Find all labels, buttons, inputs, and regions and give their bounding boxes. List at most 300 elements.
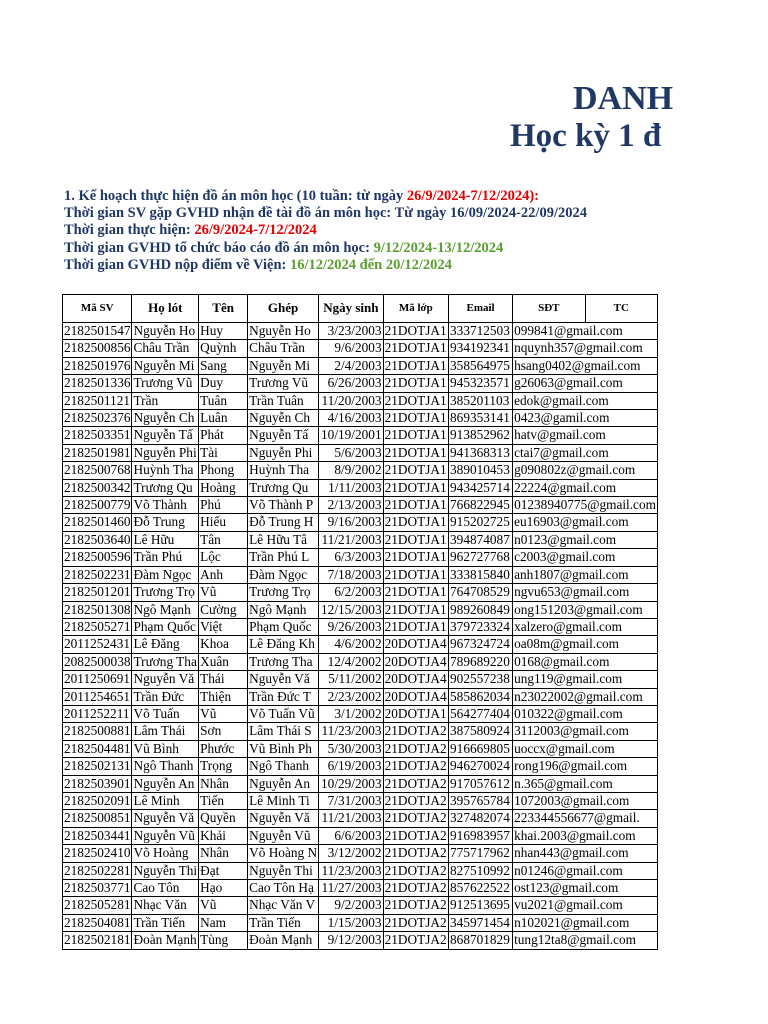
table-cell[interactable]: 11/20/2003 xyxy=(319,392,384,409)
table-cell[interactable]: Anh xyxy=(199,566,248,583)
table-cell[interactable]: Nhạc Văn xyxy=(132,897,199,914)
table-cell[interactable]: 20DOTJA4 xyxy=(384,636,447,652)
table-cell[interactable]: c2003@gmail.com xyxy=(513,549,658,566)
table-cell[interactable]: Trần Tiến xyxy=(132,914,199,931)
table-cell[interactable]: Trần Tiến xyxy=(248,914,319,931)
table-cell[interactable]: Lê Đăng xyxy=(132,636,199,653)
table-cell[interactable]: 21DOTJA1 xyxy=(384,444,447,460)
table-cell[interactable]: 2182500779 xyxy=(64,497,131,513)
table-cell[interactable]: 2182502131 xyxy=(64,758,131,774)
table-cell[interactable]: Ngô Mạnh xyxy=(132,601,199,618)
table-cell[interactable]: Lê Hữu Tâ xyxy=(248,531,319,548)
table-cell[interactable]: 3/1/2002 xyxy=(319,705,384,722)
table-cell[interactable]: n0123@gmail.com xyxy=(513,531,658,548)
header-email[interactable]: Email xyxy=(449,295,513,323)
table-cell[interactable]: 2182502181 xyxy=(64,932,131,948)
table-cell[interactable]: Sang xyxy=(199,357,248,374)
table-cell[interactable]: Vũ xyxy=(199,584,248,601)
table-cell[interactable]: Trương Tha xyxy=(133,653,197,669)
table-cell[interactable]: 6/19/2003 xyxy=(319,758,384,775)
table-cell[interactable]: 11/21/2003 xyxy=(319,810,384,827)
table-cell[interactable]: ctai7@gmail.com xyxy=(513,444,658,461)
table-cell[interactable]: 21DOTJA1 xyxy=(384,392,447,408)
table-cell[interactable]: 6/6/2003 xyxy=(319,827,384,844)
table-cell[interactable]: Sơn xyxy=(199,723,248,740)
table-cell[interactable]: Nguyễn Vă xyxy=(248,810,319,827)
table-cell[interactable]: 917057612 xyxy=(449,775,513,792)
table-cell[interactable]: Nguyễn Phi xyxy=(248,444,319,461)
table-cell[interactable]: Trọng xyxy=(199,758,248,775)
table-cell[interactable]: Nguyễn Ho xyxy=(132,323,199,340)
table-cell[interactable]: 2182500881 xyxy=(64,723,131,739)
table-cell[interactable]: Trần Tuân xyxy=(248,392,319,409)
table-cell[interactable]: 989260849 xyxy=(449,601,513,618)
table-cell[interactable]: 21DOTJA1 xyxy=(384,514,447,530)
table-cell[interactable]: ung119@gmail.com xyxy=(513,671,658,688)
table-cell[interactable]: Trương Trọ xyxy=(248,584,319,601)
table-cell[interactable]: 962727768 xyxy=(449,549,513,566)
table-cell[interactable]: 21DOTJA2 xyxy=(384,880,447,895)
table-cell[interactable]: 2182501201 xyxy=(64,584,131,600)
table-cell[interactable]: Ngô Thanh xyxy=(132,758,199,775)
table-cell[interactable]: 2182505271 xyxy=(64,618,131,634)
table-cell[interactable]: 2182500342 xyxy=(64,479,131,495)
table-cell[interactable]: 2182501308 xyxy=(64,601,131,617)
table-cell[interactable]: 868701829 xyxy=(449,932,513,949)
table-cell[interactable]: Lê Đăng Kh xyxy=(248,636,319,653)
table-cell[interactable]: 345971454 xyxy=(449,914,513,931)
table-cell[interactable]: Đoàn Mạnh xyxy=(133,932,197,948)
table-cell[interactable]: 915202725 xyxy=(449,514,513,531)
table-cell[interactable]: hsang0402@gmail.com xyxy=(513,357,658,374)
table-cell[interactable]: Huy xyxy=(199,323,248,340)
table-cell[interactable]: Phát xyxy=(199,427,248,444)
table-cell[interactable]: Đỗ Trung H xyxy=(248,514,319,531)
table-cell[interactable]: 387580924 xyxy=(449,723,513,740)
table-cell[interactable]: 857622522 xyxy=(449,880,513,897)
table-cell[interactable]: 21DOTJA1 xyxy=(384,497,447,513)
table-cell[interactable]: 5/11/2002 xyxy=(319,671,384,688)
header-ten[interactable]: Tên xyxy=(199,295,248,323)
table-cell[interactable]: Huỳnh Tha xyxy=(132,462,199,479)
table-cell[interactable]: 2182503441 xyxy=(64,827,131,843)
table-cell[interactable]: 9/2/2003 xyxy=(319,897,384,914)
table-cell[interactable]: Châu Trần xyxy=(248,340,319,357)
table-cell[interactable]: ong151203@gmail.com xyxy=(513,601,658,618)
table-cell[interactable]: Việt xyxy=(199,618,248,635)
table-cell[interactable]: 21DOTJA2 xyxy=(384,914,447,930)
table-cell[interactable]: 20DOTJA4 xyxy=(384,688,447,704)
table-cell[interactable]: 12/15/2003 xyxy=(319,601,384,618)
table-cell[interactable]: Lộc xyxy=(199,549,248,566)
table-cell[interactable]: 2182501121 xyxy=(64,392,130,408)
table-cell[interactable]: Ngô Mạnh xyxy=(248,601,319,618)
table-cell[interactable]: Thiện xyxy=(199,688,248,705)
table-cell[interactable]: 21DOTJA1 xyxy=(384,479,447,495)
table-cell[interactable]: Phạm Quốc xyxy=(132,618,199,635)
table-cell[interactable]: 3112003@gmail.com xyxy=(513,723,658,740)
table-cell[interactable]: 20DOTJA1 xyxy=(384,705,447,721)
table-cell[interactable]: Thái xyxy=(199,671,248,688)
table-cell[interactable]: nquynh357@gmail.com xyxy=(513,340,658,357)
table-cell[interactable]: rong196@gmail.com xyxy=(513,758,658,775)
table-cell[interactable]: 01238940775@gmail.com xyxy=(514,497,656,513)
table-cell[interactable]: 2182502410 xyxy=(64,845,131,861)
table-cell[interactable]: 333815840 xyxy=(449,566,513,583)
table-cell[interactable]: 21DOTJA1 xyxy=(384,323,447,338)
table-cell[interactable]: 2182502231 xyxy=(64,566,131,582)
table-cell[interactable]: 1/15/2003 xyxy=(319,914,384,931)
table-cell[interactable]: 394874087 xyxy=(449,531,513,548)
table-cell[interactable]: 585862034 xyxy=(449,688,513,705)
table-cell[interactable]: 21DOTJA2 xyxy=(384,723,447,739)
table-cell[interactable]: 0423@gamil.com xyxy=(513,410,658,427)
table-cell[interactable]: 4/16/2003 xyxy=(319,410,384,427)
table-cell[interactable]: 7/31/2003 xyxy=(319,792,384,809)
table-cell[interactable]: 21DOTJA2 xyxy=(384,775,447,791)
table-cell[interactable]: 2182502281 xyxy=(64,862,131,878)
table-cell[interactable]: Tài xyxy=(199,444,248,461)
table-cell[interactable]: Quyền xyxy=(199,810,248,827)
table-cell[interactable]: Phú xyxy=(199,497,248,514)
table-cell[interactable]: 385201103 xyxy=(449,392,513,409)
table-cell[interactable]: 8/9/2002 xyxy=(319,462,384,479)
table-cell[interactable]: 21DOTJA1 xyxy=(384,601,447,617)
table-cell[interactable]: Cao Tôn xyxy=(132,880,199,897)
table-cell[interactable]: oa08m@gmail.com xyxy=(513,636,658,653)
table-cell[interactable]: Nguyễn Ch xyxy=(132,410,199,427)
table-cell[interactable]: Nhân xyxy=(199,845,248,862)
table-cell[interactable]: Vũ Bình xyxy=(132,740,199,757)
table-cell[interactable]: 913852962 xyxy=(449,427,513,444)
table-cell[interactable]: Võ Thành xyxy=(132,497,199,514)
table-cell[interactable]: edok@gmail.com xyxy=(513,392,658,409)
table-cell[interactable]: Nguyễn Mi xyxy=(132,357,199,374)
header-ngay-sinh[interactable]: Ngày sinh xyxy=(319,295,384,323)
table-cell[interactable]: 11/23/2003 xyxy=(319,723,384,740)
table-cell[interactable]: 21DOTJA1 xyxy=(384,584,447,600)
table-cell[interactable]: Trần Đức T xyxy=(248,688,319,705)
table-cell[interactable]: 766822945 xyxy=(449,497,513,514)
table-cell[interactable]: Tân xyxy=(199,531,248,548)
table-cell[interactable]: Duy xyxy=(199,375,248,392)
table-cell[interactable]: 379723324 xyxy=(449,618,513,635)
table-cell[interactable]: 2/4/2003 xyxy=(319,357,384,374)
table-cell[interactable]: 775717962 xyxy=(449,845,513,862)
table-cell[interactable]: 6/2/2003 xyxy=(319,584,384,601)
table-cell[interactable]: 9/16/2003 xyxy=(319,514,384,531)
table-cell[interactable]: ngvu653@gmail.com xyxy=(513,584,658,601)
table-cell[interactable]: Nguyễn Vă xyxy=(248,671,319,688)
table-cell[interactable]: Nguyễn Phi xyxy=(133,444,197,460)
table-cell[interactable]: Võ Hoàng xyxy=(132,845,199,862)
table-cell[interactable]: Trương Vũ xyxy=(132,375,199,392)
table-cell[interactable]: Lâm Thái xyxy=(132,723,199,740)
header-ma-sv[interactable]: Mã SV xyxy=(63,295,132,323)
table-cell[interactable]: Đàm Ngọc xyxy=(248,566,319,583)
table-cell[interactable]: Nhạc Văn V xyxy=(248,897,319,914)
table-cell[interactable]: Lê Minh xyxy=(132,792,199,809)
table-cell[interactable]: 2182503640 xyxy=(64,531,131,547)
table-cell[interactable]: 21DOTJA2 xyxy=(384,862,447,878)
table-cell[interactable]: 9/12/2003 xyxy=(319,932,384,949)
table-cell[interactable]: khai.2003@gmail.com xyxy=(513,827,658,844)
table-cell[interactable]: 916669805 xyxy=(449,740,513,757)
table-row xyxy=(63,705,658,722)
table-cell[interactable]: Khải xyxy=(199,827,248,844)
table-cell[interactable]: Võ Tuấn xyxy=(132,705,199,722)
table-cell[interactable]: 20DOTJA4 xyxy=(384,671,447,687)
table-cell[interactable]: Trần xyxy=(132,392,199,409)
table-cell[interactable]: 3/23/2003 xyxy=(319,323,384,340)
table-cell[interactable]: Hiếu xyxy=(199,514,248,531)
table-cell[interactable]: 764708529 xyxy=(449,584,513,601)
table-cell[interactable]: 389010453 xyxy=(449,462,513,479)
table-cell[interactable]: 21DOTJA2 xyxy=(384,810,447,826)
table-cell[interactable]: Trần Đức xyxy=(132,688,199,705)
table-cell[interactable]: 9/6/2003 xyxy=(319,340,384,357)
table-cell[interactable]: 010322@gmail.com xyxy=(513,705,658,722)
table-cell[interactable]: 2182502091 xyxy=(64,792,131,808)
table-cell[interactable]: 4/6/2002 xyxy=(319,636,384,653)
table-cell[interactable]: 21DOTJA2 xyxy=(384,740,447,756)
table-cell[interactable]: 11/21/2003 xyxy=(319,531,384,548)
table-cell[interactable]: 11/27/2003 xyxy=(319,880,384,897)
table-cell[interactable]: 2011252211 xyxy=(63,705,132,722)
table-cell[interactable]: Nguyễn Thi xyxy=(248,862,319,879)
table-cell[interactable]: ost123@gmail.com xyxy=(513,880,658,897)
header-ho-lot[interactable]: Họ lót xyxy=(132,295,199,323)
table-cell[interactable]: 21DOTJA2 xyxy=(384,827,447,843)
table-cell[interactable]: Xuân xyxy=(199,653,248,670)
table-cell[interactable]: 789689220 xyxy=(449,653,513,670)
table-cell[interactable]: 11/23/2003 xyxy=(319,862,384,879)
table-cell[interactable]: 6/26/2003 xyxy=(319,375,384,392)
table-cell[interactable]: 967324724 xyxy=(449,636,513,653)
table-cell[interactable]: Trương Qu xyxy=(248,479,319,496)
table-cell[interactable]: Phạm Quốc xyxy=(248,618,319,635)
table-cell[interactable]: 934192341 xyxy=(449,340,513,357)
table-cell[interactable]: Phước xyxy=(199,740,248,757)
table-cell[interactable]: 21DOTJA1 xyxy=(384,618,447,634)
table-cell[interactable]: Nguyễn Ch xyxy=(248,410,319,427)
table-cell[interactable]: 941368313 xyxy=(449,444,513,461)
table-cell[interactable]: Lê Hữu xyxy=(132,531,199,548)
table-cell[interactable]: 2182503901 xyxy=(64,775,131,791)
table-cell[interactable]: Đỗ Trung xyxy=(132,514,199,531)
table-cell[interactable]: uoccx@gmail.com xyxy=(513,740,658,757)
table-cell[interactable]: 333712503 xyxy=(449,323,513,340)
table-cell[interactable]: Vũ xyxy=(199,897,248,914)
table-cell[interactable]: Luân xyxy=(199,410,248,427)
table-cell[interactable]: Đoàn Mạnh xyxy=(248,932,319,949)
table-cell[interactable]: 21DOTJA2 xyxy=(384,932,447,948)
table-cell[interactable]: 2182501336 xyxy=(64,375,131,391)
schedule-info xyxy=(64,188,587,274)
table-cell[interactable]: Cao Tôn Hạ xyxy=(248,880,319,897)
table-cell[interactable]: 22224@gmail.com xyxy=(513,479,658,496)
table-cell[interactable]: 21DOTJA1 xyxy=(384,375,447,391)
table-cell[interactable]: g090802z@gmail.com xyxy=(513,462,658,479)
table-cell[interactable]: Trương Vũ xyxy=(248,375,319,392)
table-cell[interactable]: 5/6/2003 xyxy=(319,444,384,461)
table-cell[interactable]: 2182501460 xyxy=(64,514,131,530)
header-ghep[interactable]: Ghép xyxy=(248,295,319,323)
table-cell[interactable]: Nguyễn Tấ xyxy=(248,427,319,444)
table-cell[interactable]: Lê Minh Ti xyxy=(248,792,319,809)
table-cell[interactable]: Nguyễn Vũ xyxy=(248,827,319,844)
table-cell[interactable]: 2182504481 xyxy=(64,740,131,756)
table-cell[interactable]: 21DOTJA1 xyxy=(384,549,447,565)
table-cell[interactable]: 223344556677@gmail. xyxy=(513,810,658,827)
table-cell[interactable]: 2182503351 xyxy=(64,427,131,443)
table-cell[interactable]: 327482074 xyxy=(449,810,513,827)
table-cell[interactable]: Trương Trọ xyxy=(132,584,199,601)
table-cell[interactable]: Vũ Bình Ph xyxy=(248,740,319,757)
table-cell[interactable]: Châu Trần xyxy=(132,340,199,357)
table-cell[interactable]: 2182503771 xyxy=(64,880,131,895)
table-cell[interactable]: 21DOTJA1 xyxy=(384,427,447,443)
table-cell[interactable]: Đàm Ngọc xyxy=(132,566,199,583)
table-cell[interactable]: Nguyễn An xyxy=(248,775,319,792)
table-cell[interactable]: 21DOTJA1 xyxy=(384,410,447,426)
table-cell[interactable]: 395765784 xyxy=(449,792,513,809)
table-cell[interactable]: Cường xyxy=(199,601,248,618)
table-cell[interactable]: 2182500851 xyxy=(64,810,131,826)
table-cell[interactable]: 2/13/2003 xyxy=(319,497,384,514)
table-cell[interactable]: 10/19/2001 xyxy=(319,427,384,444)
table-cell[interactable]: Nguyễn Thi xyxy=(133,862,198,878)
table-cell[interactable]: 21DOTJA1 xyxy=(384,531,447,547)
table-cell[interactable]: 2182500596 xyxy=(64,549,131,565)
table-cell[interactable]: 0168@gmail.com xyxy=(513,653,658,670)
table-cell[interactable]: tung12ta8@gmail.com xyxy=(513,932,658,949)
header-ma-lop[interactable]: Mã lớp xyxy=(383,295,448,323)
table-cell[interactable]: 2/23/2002 xyxy=(319,688,384,705)
table-cell[interactable]: 5/30/2003 xyxy=(319,740,384,757)
table-cell[interactable]: 21DOTJA2 xyxy=(384,897,447,913)
table-cell[interactable]: Tùng xyxy=(199,932,248,949)
table-cell[interactable]: Vũ xyxy=(199,705,248,722)
table-cell[interactable]: Hoàng xyxy=(199,479,248,496)
table-cell[interactable]: n01246@gmail.com xyxy=(513,862,658,879)
header-tc[interactable]: TC xyxy=(585,295,657,323)
table-cell[interactable]: 912513695 xyxy=(449,897,513,914)
table-cell[interactable]: Hạo xyxy=(199,880,248,897)
table-cell[interactable]: Nguyễn Tấ xyxy=(132,427,199,444)
table-cell[interactable]: vu2021@gmail.com xyxy=(513,897,658,914)
table-cell[interactable]: 902557238 xyxy=(449,671,513,688)
table-cell[interactable]: 2182504081 xyxy=(64,914,131,930)
table-cell[interactable]: 2082500038 xyxy=(64,653,131,669)
table-cell[interactable]: 1072003@gmail.com xyxy=(513,792,658,809)
table-cell[interactable]: Đạt xyxy=(199,862,248,879)
table-cell[interactable]: 21DOTJA1 xyxy=(384,566,447,582)
table-cell[interactable]: Huỳnh Tha xyxy=(248,462,319,479)
table-cell[interactable]: 2011252431 xyxy=(64,636,130,652)
table-cell[interactable]: 21DOTJA1 xyxy=(384,462,447,478)
table-cell[interactable]: 12/4/2002 xyxy=(319,653,384,670)
table-cell[interactable]: 827510992 xyxy=(449,862,513,879)
table-row xyxy=(63,531,658,548)
table-cell[interactable]: Nguyễn An xyxy=(132,775,199,792)
table-cell[interactable]: Võ Thành P xyxy=(248,497,319,514)
table-cell[interactable]: 946270024 xyxy=(449,758,513,775)
table-cell[interactable]: Trương Tha xyxy=(248,653,319,670)
table-cell[interactable]: 2011254651 xyxy=(64,688,130,704)
table-cell[interactable]: Lâm Thái S xyxy=(248,723,319,740)
table-cell[interactable]: Quỳnh xyxy=(199,340,248,357)
table-cell[interactable]: 1/11/2003 xyxy=(319,479,384,496)
table-cell[interactable]: n102021@gmail.com xyxy=(513,914,658,931)
table-cell[interactable]: 21DOTJA1 xyxy=(384,357,447,373)
table-cell[interactable]: 099841@gmail.com xyxy=(513,323,658,340)
table-cell[interactable]: 21DOTJA2 xyxy=(384,792,447,808)
table-cell[interactable]: 2182501976 xyxy=(64,357,131,373)
table-cell[interactable]: 9/26/2003 xyxy=(319,618,384,635)
table-cell[interactable]: Nguyễn Ho xyxy=(248,323,319,340)
table-cell[interactable]: 21DOTJA2 xyxy=(384,845,447,861)
table-cell[interactable]: eu16903@gmail.com xyxy=(513,514,658,531)
table-cell[interactable]: 3/12/2002 xyxy=(319,845,384,862)
table-cell[interactable]: 2182502376 xyxy=(64,410,131,426)
table-cell[interactable]: 20DOTJA4 xyxy=(384,653,447,669)
table-cell[interactable]: Nguyễn Vă xyxy=(132,810,199,827)
table-cell[interactable]: n23022002@gmail.com xyxy=(513,688,658,705)
table-cell[interactable]: Nhân xyxy=(199,775,248,792)
table-cell[interactable]: 2182500768 xyxy=(64,462,131,478)
table-cell[interactable]: Trần Phú L xyxy=(248,549,319,566)
table-cell[interactable]: Nguyễn Vă xyxy=(132,671,199,688)
table-cell[interactable]: 2182501981 xyxy=(64,444,131,460)
table-cell[interactable]: Võ Hoàng N xyxy=(249,845,318,861)
table-cell[interactable]: 10/29/2003 xyxy=(319,775,384,792)
table-cell[interactable]: Nguyễn Mi xyxy=(248,357,319,374)
table-cell[interactable]: Tiến xyxy=(199,792,248,809)
table-cell[interactable]: 21DOTJA2 xyxy=(384,758,447,774)
table-cell[interactable]: 916983957 xyxy=(449,827,513,844)
table-cell[interactable]: n.365@gmail.com xyxy=(513,775,658,792)
table-cell[interactable]: hatv@gmail.com xyxy=(513,427,658,444)
table-cell[interactable]: g26063@gmail.com xyxy=(513,375,658,392)
header-sdt[interactable]: SĐT xyxy=(513,295,585,323)
table-cell[interactable]: Nguyễn Vũ xyxy=(132,827,199,844)
table-cell[interactable]: Khoa xyxy=(199,636,248,653)
table-cell[interactable]: 7/18/2003 xyxy=(319,566,384,583)
table-cell[interactable]: 6/3/2003 xyxy=(319,549,384,566)
table-cell[interactable]: 358564975 xyxy=(449,357,513,374)
table-cell[interactable]: anh1807@gmail.com xyxy=(513,566,658,583)
table-cell[interactable]: 945323571 xyxy=(449,375,513,392)
table-cell[interactable]: 2011250691 xyxy=(64,671,130,687)
table-cell[interactable]: Trần Phú xyxy=(132,549,199,566)
table-cell[interactable]: xalzero@gmail.com xyxy=(513,618,658,635)
table-cell[interactable]: 2182501547 xyxy=(64,323,131,338)
table-cell[interactable]: 943425714 xyxy=(449,479,513,496)
table-cell[interactable]: nhan443@gmail.com xyxy=(513,845,658,862)
table-cell[interactable]: 2182500856 xyxy=(64,340,131,356)
table-cell[interactable]: Phong xyxy=(199,462,248,479)
table-cell[interactable]: 2182505281 xyxy=(64,897,131,913)
table-cell[interactable]: Trương Qu xyxy=(132,479,199,496)
table-cell[interactable]: Nam xyxy=(199,914,248,931)
table-cell[interactable]: 564277404 xyxy=(449,705,513,722)
table-cell[interactable]: Ngô Thanh xyxy=(248,758,319,775)
table-cell[interactable]: 869353141 xyxy=(449,410,513,427)
table-cell[interactable]: 21DOTJA1 xyxy=(384,340,447,356)
table-cell[interactable]: Tuân xyxy=(199,392,248,409)
table-cell[interactable]: Võ Tuấn Vũ xyxy=(248,705,319,722)
